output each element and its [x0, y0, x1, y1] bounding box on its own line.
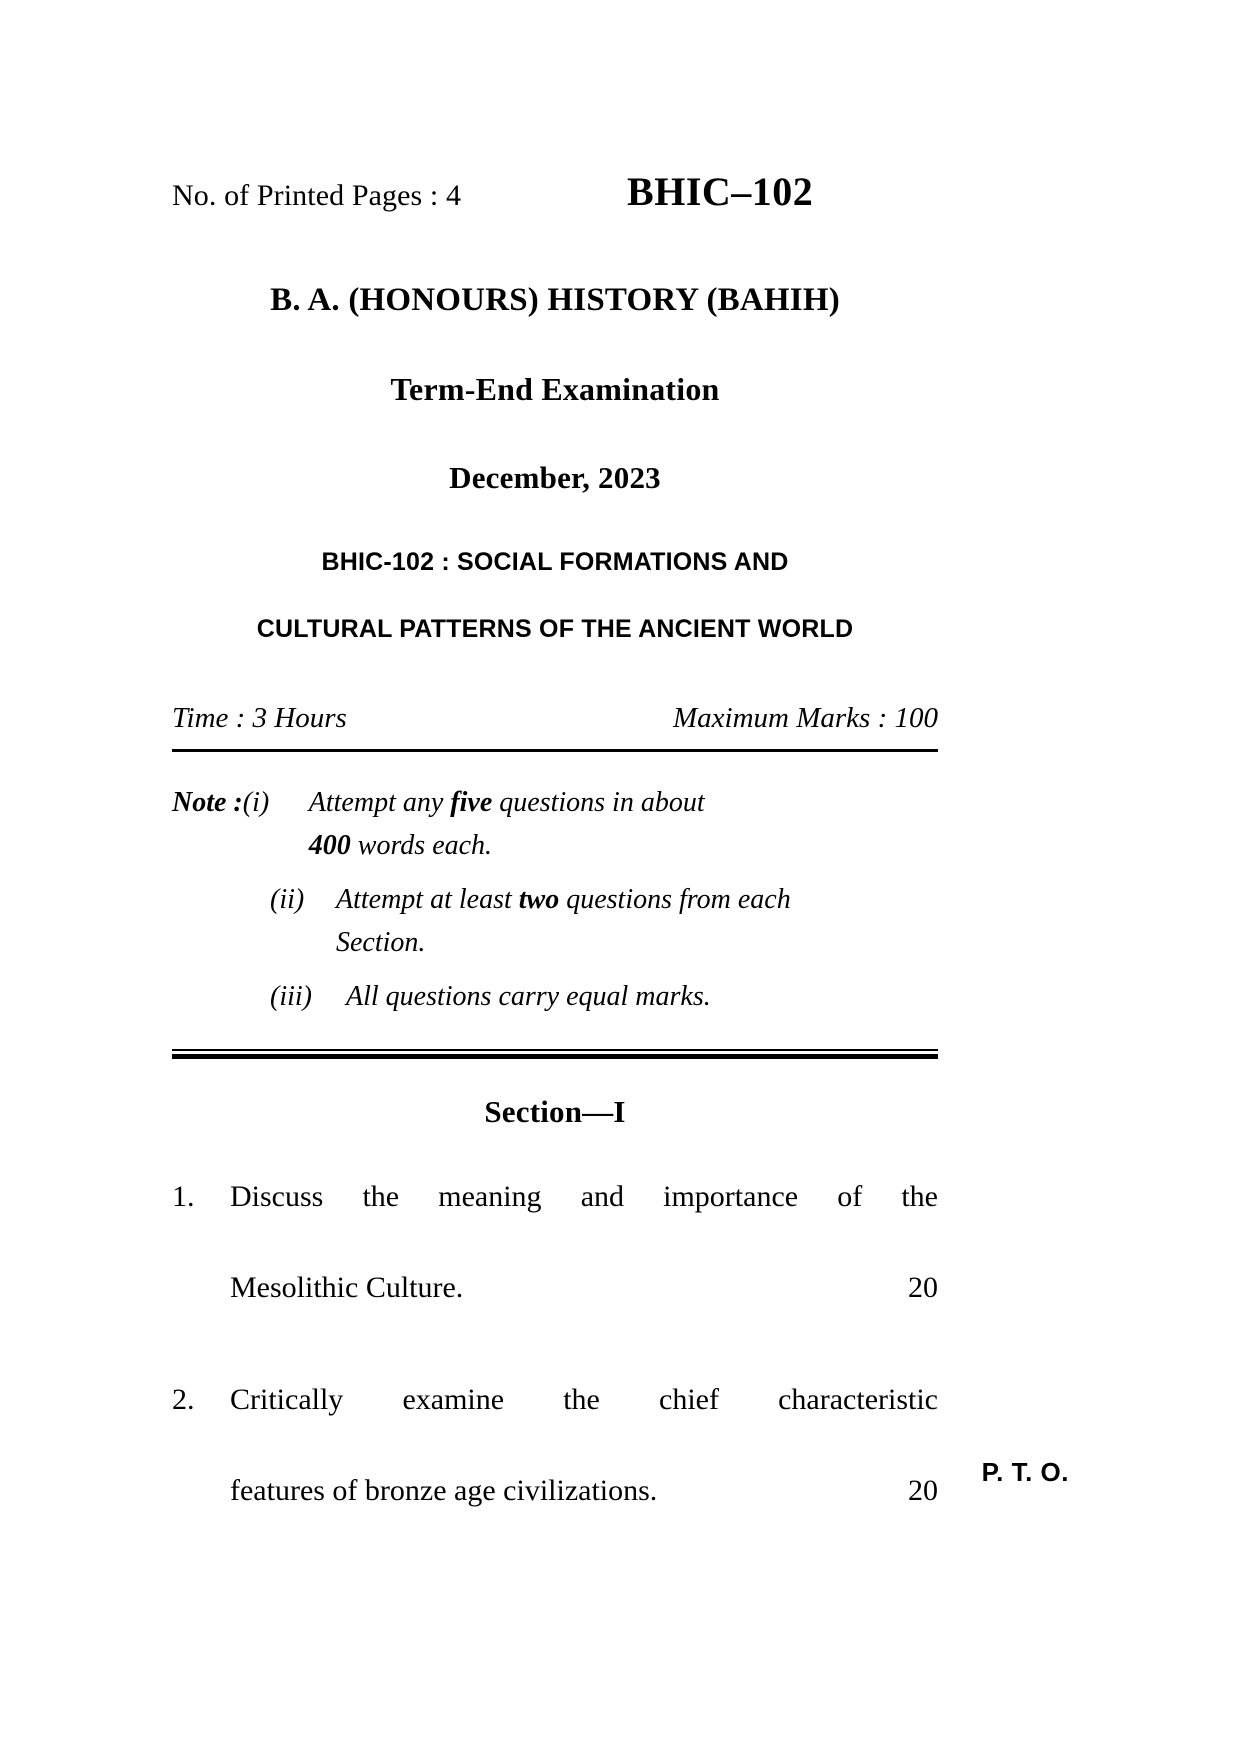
page-turn-over-note: P. T. O. — [981, 1457, 1069, 1487]
note-marker-i: (i) — [242, 787, 270, 818]
note-item-iii — [172, 976, 938, 1019]
note-i-emphasis: five — [450, 787, 493, 818]
question-text-line-1: Discuss the meaning and importance of the — [230, 1179, 938, 1213]
question-number: 1. — [172, 1179, 195, 1213]
divider-thick-line — [172, 1054, 938, 1059]
note-text-iii — [346, 976, 938, 1019]
subject-title-line-2: CULTURAL PATTERNS OF THE ANCIENT WORLD — [256, 615, 854, 643]
question-text-line-2-row — [230, 1265, 938, 1311]
question-marks: 20 — [908, 1473, 938, 1507]
note-i-text-pre: Attempt any — [308, 787, 451, 818]
programme-title: B. A. (HONOURS) HISTORY (BAHIH) — [270, 282, 840, 318]
question-body — [230, 1377, 938, 1514]
note-i-word-count: 400 — [308, 829, 351, 861]
question-text-line-2: features of bronze age civilizations. — [230, 1473, 658, 1507]
note-label: Note : — [172, 787, 243, 818]
note-ii-text-pre: Attempt at least — [336, 884, 519, 916]
exam-duration: Time : 3 Hours — [172, 702, 347, 734]
question-body — [230, 1174, 938, 1311]
maximum-marks: Maximum Marks : 100 — [673, 702, 938, 734]
note-ii-text-post: questions from each — [559, 884, 791, 916]
note-iii-text: All questions carry equal marks. — [346, 981, 711, 1013]
note-marker-ii: (ii) — [270, 884, 305, 916]
question-marks: 20 — [908, 1270, 938, 1304]
examination-session: December, 2023 — [449, 460, 661, 495]
printed-pages-label: No. of Printed Pages : 4 — [172, 179, 462, 212]
paper-code: BHIC–102 — [627, 169, 814, 214]
subject-title-line-1: BHIC-102 : SOCIAL FORMATIONS AND — [321, 548, 789, 576]
question-item — [172, 1174, 938, 1311]
question-text-line-1: Critically examine the chief characteristic — [230, 1382, 938, 1416]
note-item-i — [172, 782, 938, 867]
header-divider-rule — [172, 749, 938, 752]
question-item — [172, 1377, 938, 1514]
page-content — [172, 0, 938, 1513]
note-text-ii — [336, 879, 938, 964]
note-ii-text-tail: Section. — [336, 926, 426, 958]
question-list — [172, 1174, 938, 1514]
note-text-i — [309, 782, 938, 867]
note-i-text-post: questions in about — [492, 787, 705, 818]
examination-title: Term-End Examination — [390, 371, 720, 407]
note-block — [172, 782, 938, 1019]
question-text-line-2: Mesolithic Culture. — [230, 1270, 464, 1304]
note-ii-emphasis: two — [518, 884, 560, 916]
divider-thin-line — [172, 1049, 938, 1051]
note-i-text-tail: words each. — [350, 829, 493, 861]
question-text-line-2-row — [230, 1468, 938, 1514]
section-heading: Section—I — [484, 1093, 626, 1129]
question-number: 2. — [172, 1382, 195, 1416]
header-row — [172, 168, 938, 220]
exam-meta-row — [172, 702, 938, 735]
note-marker-iii: (iii) — [270, 981, 312, 1013]
note-item-ii — [172, 879, 938, 964]
section-divider-double-rule — [172, 1049, 938, 1058]
